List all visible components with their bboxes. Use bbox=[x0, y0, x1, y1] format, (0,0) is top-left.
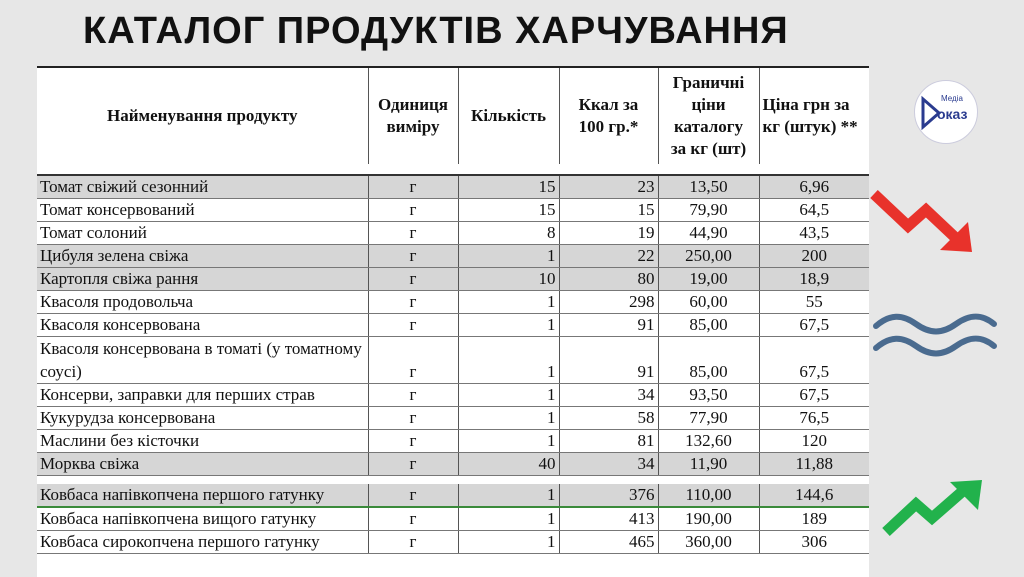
product-name: Консерви, заправки для перших страв bbox=[37, 384, 368, 407]
price-cell: 76,5 bbox=[759, 407, 869, 430]
qty-cell: 1 bbox=[458, 337, 559, 384]
limit-price-cell: 79,90 bbox=[658, 199, 759, 222]
media-logo bbox=[914, 80, 978, 144]
unit-cell: г bbox=[368, 484, 458, 507]
product-name: Ковбаса напівкопчена вищого гатунку bbox=[37, 507, 368, 531]
table-row bbox=[37, 531, 869, 554]
product-name: Цибуля зелена свіжа bbox=[37, 245, 368, 268]
header-price: Ціна грн за кг (штук) ** bbox=[759, 67, 869, 164]
kcal-cell: 80 bbox=[559, 268, 658, 291]
logo-main-text: оказ bbox=[937, 106, 968, 122]
qty-cell: 40 bbox=[458, 453, 559, 476]
price-cell: 144,6 bbox=[759, 484, 869, 507]
table-header-row bbox=[37, 67, 869, 164]
unit-cell: г bbox=[368, 337, 458, 384]
unit-cell: г bbox=[368, 314, 458, 337]
table-row bbox=[37, 199, 869, 222]
trend-down-arrow-icon bbox=[868, 186, 980, 256]
unit-cell: г bbox=[368, 507, 458, 531]
limit-price-cell: 60,00 bbox=[658, 291, 759, 314]
table-row bbox=[37, 291, 869, 314]
kcal-cell: 15 bbox=[559, 199, 658, 222]
kcal-cell: 91 bbox=[559, 337, 658, 384]
header-kcal: Ккал за 100 гр.* bbox=[559, 67, 658, 164]
table-row bbox=[37, 407, 869, 430]
price-cell: 18,9 bbox=[759, 268, 869, 291]
limit-price-cell: 132,60 bbox=[658, 430, 759, 453]
kcal-cell: 34 bbox=[559, 453, 658, 476]
table-row bbox=[37, 430, 869, 453]
price-cell: 189 bbox=[759, 507, 869, 531]
product-name: Квасоля консервована в томаті (у томатному соусі) bbox=[37, 337, 368, 384]
product-name: Кукурудза консервована bbox=[37, 407, 368, 430]
unit-cell: г bbox=[368, 430, 458, 453]
qty-cell: 15 bbox=[458, 199, 559, 222]
limit-price-cell: 250,00 bbox=[658, 245, 759, 268]
table-row bbox=[37, 245, 869, 268]
product-name: Ковбаса напівкопчена першого гатунку bbox=[37, 484, 368, 507]
unit-cell: г bbox=[368, 199, 458, 222]
price-cell: 67,5 bbox=[759, 314, 869, 337]
price-cell: 67,5 bbox=[759, 337, 869, 384]
qty-cell: 1 bbox=[458, 314, 559, 337]
product-name: Томат свіжий сезонний bbox=[37, 175, 368, 199]
kcal-cell: 298 bbox=[559, 291, 658, 314]
table-row bbox=[37, 337, 869, 384]
unit-cell: г bbox=[368, 291, 458, 314]
product-table bbox=[37, 66, 869, 554]
kcal-cell: 19 bbox=[559, 222, 658, 245]
table-row bbox=[37, 484, 869, 507]
price-cell: 306 bbox=[759, 531, 869, 554]
product-table-sheet bbox=[37, 66, 869, 577]
header-limit-price: Граничні ціни каталогу за кг (шт) bbox=[658, 67, 759, 164]
price-cell: 6,96 bbox=[759, 175, 869, 199]
qty-cell: 1 bbox=[458, 245, 559, 268]
product-name: Томат консервований bbox=[37, 199, 368, 222]
qty-cell: 10 bbox=[458, 268, 559, 291]
unit-cell: г bbox=[368, 453, 458, 476]
kcal-cell: 413 bbox=[559, 507, 658, 531]
product-name: Квасоля консервована bbox=[37, 314, 368, 337]
price-cell: 43,5 bbox=[759, 222, 869, 245]
qty-cell: 1 bbox=[458, 407, 559, 430]
qty-cell: 8 bbox=[458, 222, 559, 245]
qty-cell: 1 bbox=[458, 531, 559, 554]
qty-cell: 1 bbox=[458, 430, 559, 453]
limit-price-cell: 77,90 bbox=[658, 407, 759, 430]
unit-cell: г bbox=[368, 222, 458, 245]
trend-up-arrow-icon bbox=[880, 476, 988, 538]
header-qty: Кількість bbox=[458, 67, 559, 164]
kcal-cell: 23 bbox=[559, 175, 658, 199]
product-name: Картопля свіжа рання bbox=[37, 268, 368, 291]
table-row bbox=[37, 175, 869, 199]
qty-cell: 1 bbox=[458, 384, 559, 407]
unit-cell: г bbox=[368, 268, 458, 291]
qty-cell: 15 bbox=[458, 175, 559, 199]
table-row bbox=[37, 507, 869, 531]
product-name: Томат солоний bbox=[37, 222, 368, 245]
qty-cell: 1 bbox=[458, 291, 559, 314]
table-row bbox=[37, 268, 869, 291]
table-row bbox=[37, 384, 869, 407]
logo-top-text: Медіа bbox=[941, 94, 963, 103]
limit-price-cell: 11,90 bbox=[658, 453, 759, 476]
page-title: КАТАЛОГ ПРОДУКТІВ ХАРЧУВАННЯ bbox=[83, 10, 789, 52]
unit-cell: г bbox=[368, 175, 458, 199]
table-row bbox=[37, 222, 869, 245]
logo-mark bbox=[915, 81, 977, 143]
kcal-cell: 376 bbox=[559, 484, 658, 507]
unit-cell: г bbox=[368, 384, 458, 407]
header-name: Найменування продукту bbox=[37, 67, 368, 164]
unit-cell: г bbox=[368, 245, 458, 268]
limit-price-cell: 93,50 bbox=[658, 384, 759, 407]
qty-cell: 1 bbox=[458, 507, 559, 531]
price-cell: 200 bbox=[759, 245, 869, 268]
limit-price-cell: 190,00 bbox=[658, 507, 759, 531]
kcal-cell: 22 bbox=[559, 245, 658, 268]
kcal-cell: 91 bbox=[559, 314, 658, 337]
product-name: Квасоля продовольча bbox=[37, 291, 368, 314]
price-cell: 11,88 bbox=[759, 453, 869, 476]
limit-price-cell: 44,90 bbox=[658, 222, 759, 245]
price-cell: 120 bbox=[759, 430, 869, 453]
table-row bbox=[37, 314, 869, 337]
limit-price-cell: 110,00 bbox=[658, 484, 759, 507]
limit-price-cell: 85,00 bbox=[658, 314, 759, 337]
qty-cell: 1 bbox=[458, 484, 559, 507]
limit-price-cell: 360,00 bbox=[658, 531, 759, 554]
unit-cell: г bbox=[368, 531, 458, 554]
product-name: Ковбаса сирокопчена першого гатунку bbox=[37, 531, 368, 554]
table-row bbox=[37, 453, 869, 476]
price-cell: 55 bbox=[759, 291, 869, 314]
kcal-cell: 34 bbox=[559, 384, 658, 407]
wave-icon bbox=[872, 312, 998, 358]
header-unit: Одиниця виміру bbox=[368, 67, 458, 164]
limit-price-cell: 19,00 bbox=[658, 268, 759, 291]
kcal-cell: 81 bbox=[559, 430, 658, 453]
kcal-cell: 465 bbox=[559, 531, 658, 554]
limit-price-cell: 13,50 bbox=[658, 175, 759, 199]
product-name: Морква свіжа bbox=[37, 453, 368, 476]
price-cell: 64,5 bbox=[759, 199, 869, 222]
price-cell: 67,5 bbox=[759, 384, 869, 407]
unit-cell: г bbox=[368, 407, 458, 430]
product-name: Маслини без кісточки bbox=[37, 430, 368, 453]
limit-price-cell: 85,00 bbox=[658, 337, 759, 384]
kcal-cell: 58 bbox=[559, 407, 658, 430]
